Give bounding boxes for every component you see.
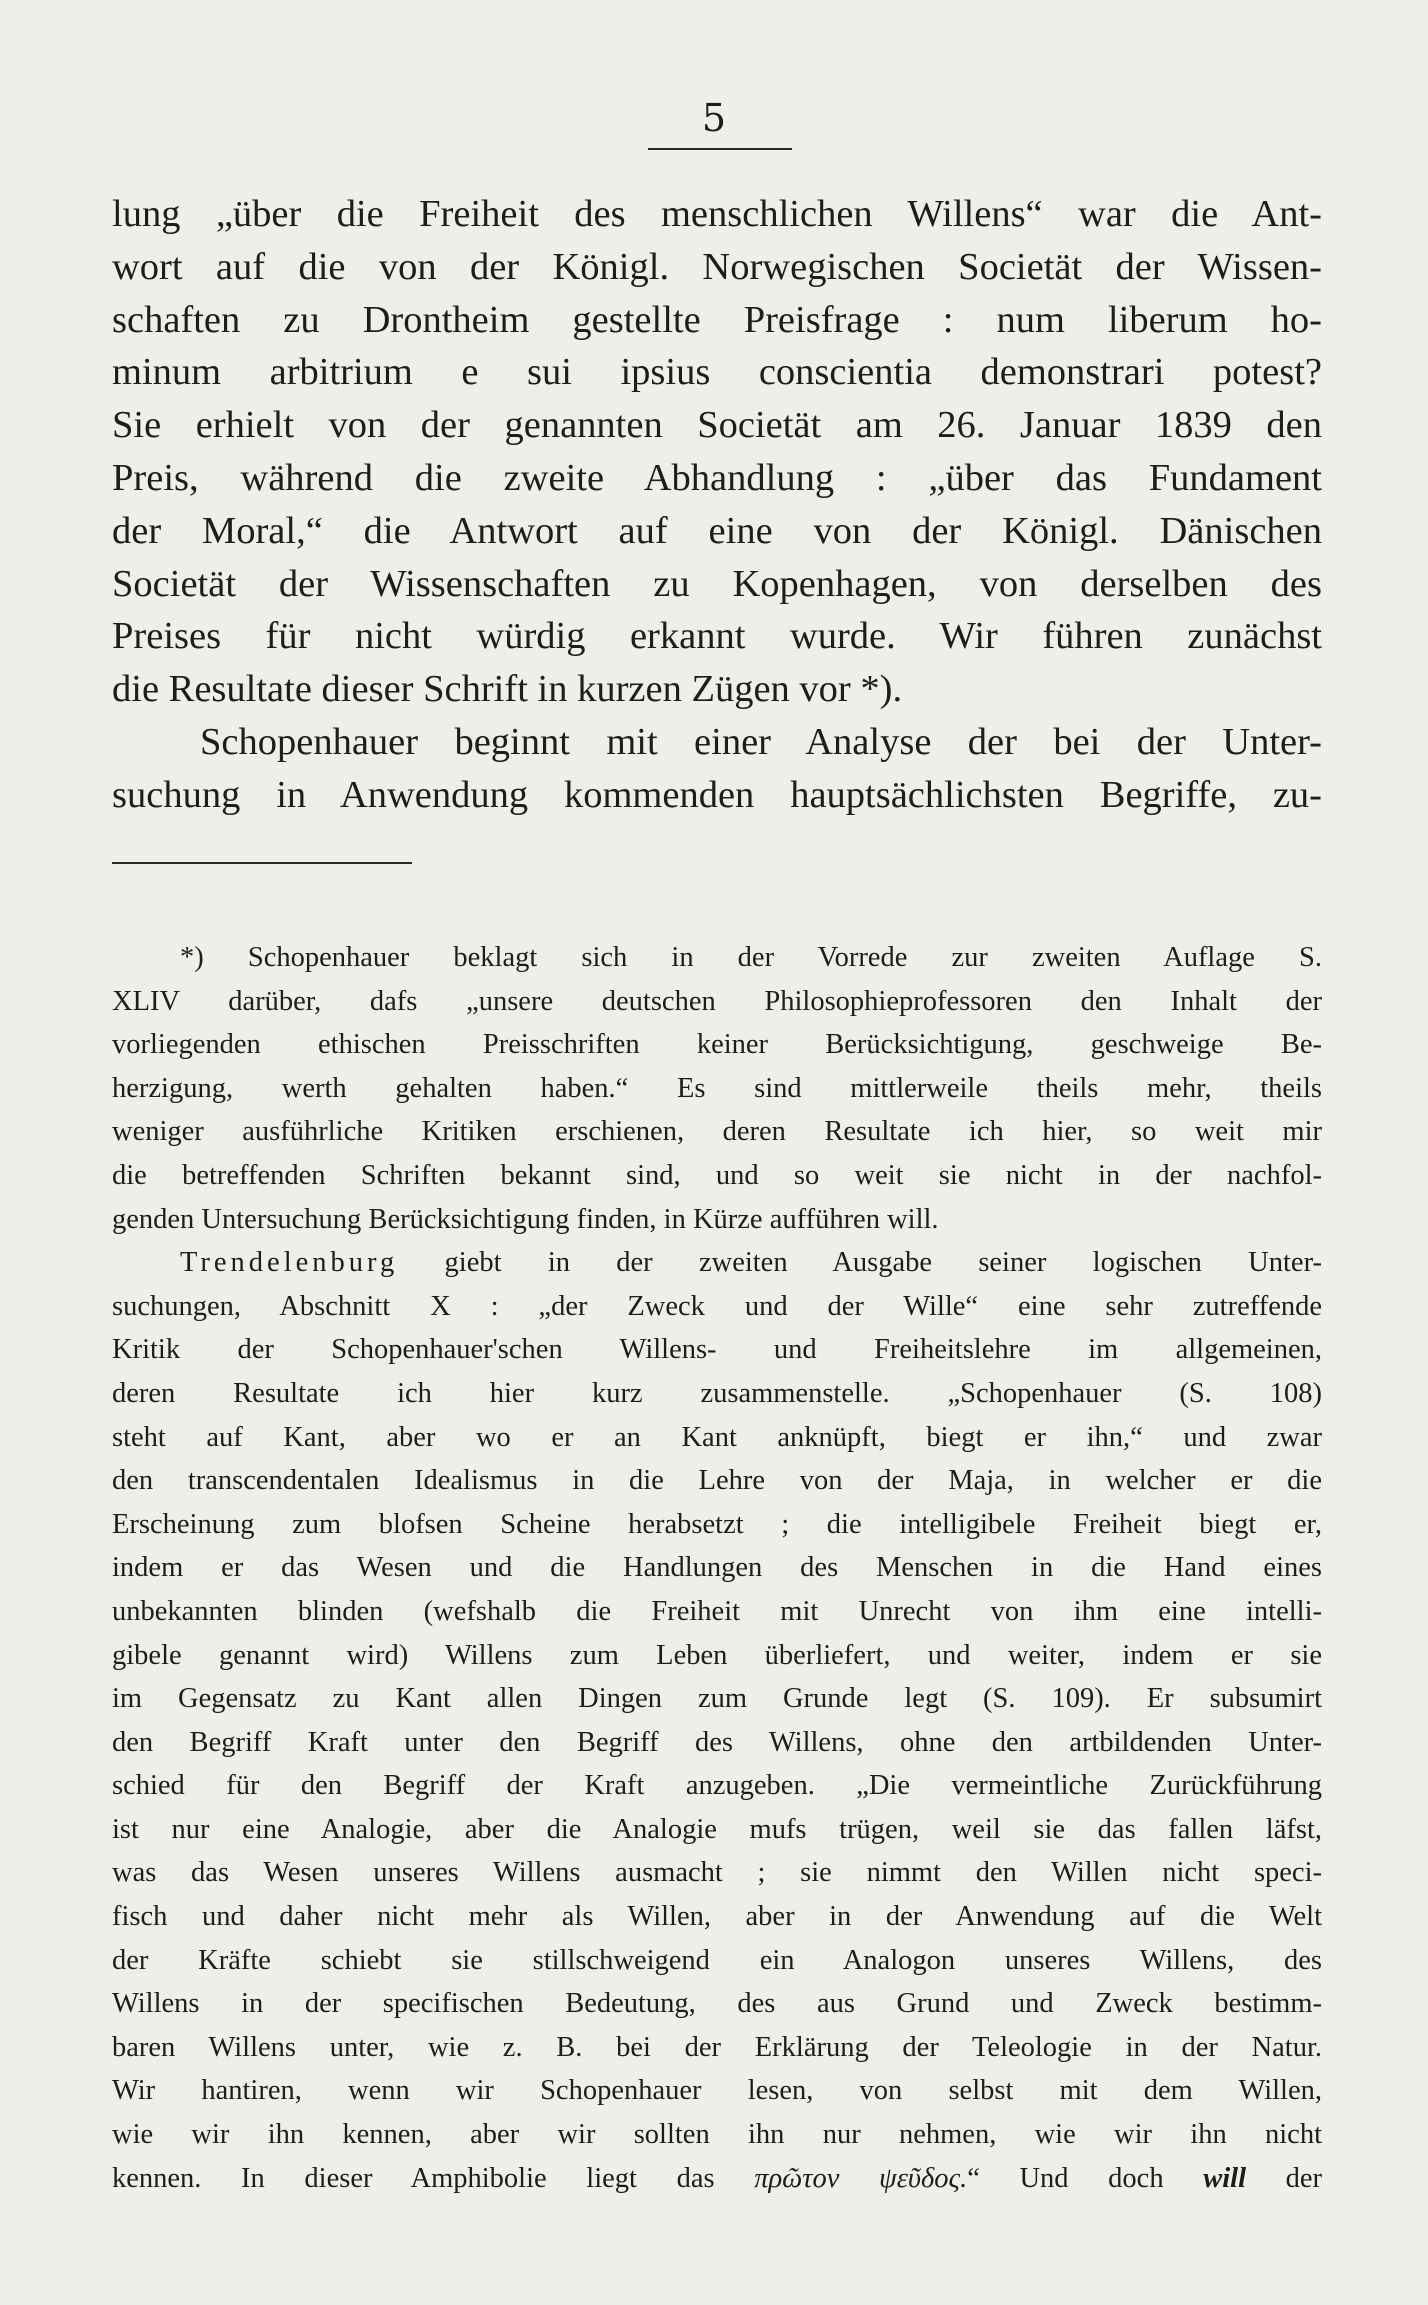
main-text-line: die Resultate dieser Schrift in kurzen Zügen vor *). xyxy=(112,668,903,711)
footnote-line: *) Schopenhauer beklagt sich in der Vorrede zur zweiten Auflage S. xyxy=(180,942,1322,973)
footnote-line xyxy=(112,1241,1322,1285)
footnote-line: gibele genannt wird) Willens zum Leben überliefert, und weiter, indem er sie xyxy=(112,1639,1322,1671)
footnote-line: was das Wesen unseres Willens ausmacht ; sie nimmt den Willen nicht speci- xyxy=(112,1857,1322,1889)
main-text-line: der Moral,“ die Antwort auf eine von der Königl. Dänischen xyxy=(112,509,1322,552)
emphasized-word: will xyxy=(1203,2162,1246,2194)
page-number: 5 xyxy=(701,96,727,140)
main-text-line: Preis, während die zweite Abhandlung : „über das Fundament xyxy=(112,456,1322,499)
main-text-line: schaften zu Drontheim gestellte Preisfrage : num liberum ho- xyxy=(112,298,1322,341)
footnote-line: die betreffenden Schriften bekannt sind, und so weit sie nicht in der nachfol- xyxy=(112,1159,1322,1191)
footnote-line-mid: “ Und doch xyxy=(967,2162,1204,2194)
footnote-line: deren Resultate ich hier kurz zusammenstelle. „Schopenhauer (S. 108) xyxy=(112,1377,1322,1409)
main-text-line: Sie erhielt von der genannten Societät am 26. Januar 1839 den xyxy=(112,404,1322,447)
footnote-line: genden Untersuchung Berücksichtigung finden, in Kürze aufführen will. xyxy=(112,1203,939,1235)
footnote-line: indem er das Wesen und die Handlungen des Menschen in die Hand eines xyxy=(112,1552,1322,1584)
main-text-body xyxy=(112,188,1322,822)
greek-phrase: πρῶτον ψεῦδος. xyxy=(754,2162,968,2194)
footnote-line: den transcendentalen Idealismus in die Lehre von der Maja, in welcher er die xyxy=(112,1465,1322,1497)
main-text-line: suchung in Anwendung kommenden hauptsächlichsten Begriffe, zu- xyxy=(112,773,1322,816)
footnote-line-end: der xyxy=(1245,2162,1322,2194)
header-rule xyxy=(648,148,792,150)
footnote-line: XLIV darüber, dafs „unsere deutschen Philosophieprofessoren den Inhalt der xyxy=(112,985,1322,1017)
footnote-line: ist nur eine Analogie, aber die Analogie mufs trügen, weil sie das fallen läfst, xyxy=(112,1813,1322,1845)
main-text-line: minum arbitrium e sui ipsius conscientia demonstrari potest? xyxy=(112,351,1322,394)
footnote-line: der Kräfte schiebt sie stillschweigend ein Analogon unseres Willens, des xyxy=(112,1944,1322,1976)
main-text-line: Preises für nicht würdig erkannt wurde. Wir führen zunächst xyxy=(112,615,1322,658)
main-text-line: wort auf die von der Königl. Norwegischen Societät der Wissen- xyxy=(112,245,1322,288)
footnote-line xyxy=(112,2157,1322,2201)
main-text-line: Schopenhauer beginnt mit einer Analyse der bei der Unter- xyxy=(200,720,1322,763)
author-name-trendelenburg: Trendelenburg xyxy=(180,1247,399,1279)
footnote-line: weniger ausführliche Kritiken erschienen, deren Resultate ich hier, so weit mir xyxy=(112,1116,1322,1148)
footnote-line: suchungen, Abschnitt X : „der Zweck und der Wille“ eine sehr zutreffende xyxy=(112,1290,1322,1322)
footnote-line: schied für den Begriff der Kraft anzugeben. „Die vermeintliche Zurückführung xyxy=(112,1770,1322,1802)
footnote-line: vorliegenden ethischen Preisschriften keiner Berücksichtigung, geschweige Be- xyxy=(112,1029,1322,1061)
footnote-line: wie wir ihn kennen, aber wir sollten ihn nur nehmen, wie wir ihn nicht xyxy=(112,2119,1322,2151)
main-text-line: lung „über die Freiheit des menschlichen Willens“ war die Ant- xyxy=(112,193,1322,235)
footnote-line-start: kennen. In dieser Amphibolie liegt das xyxy=(112,2162,755,2194)
footnote-line: fisch und daher nicht mehr als Willen, aber in der Anwendung auf die Welt xyxy=(112,1901,1322,1933)
footnote-line: unbekannten blinden (wefshalb die Freiheit mit Unrecht von ihm eine intelli- xyxy=(112,1595,1322,1627)
footnote xyxy=(112,936,1322,2200)
footnote-line: herzigung, werth gehalten haben.“ Es sind mittlerweile theils mehr, theils xyxy=(112,1072,1322,1104)
footnote-line: Wir hantiren, wenn wir Schopenhauer lesen, von selbst mit dem Willen, xyxy=(112,2075,1322,2107)
main-text-line: Societät der Wissenschaften zu Kopenhagen, von derselben des xyxy=(112,562,1322,605)
footnote-line: Kritik der Schopenhauer'schen Willens- und Freiheitslehre im allgemeinen, xyxy=(112,1334,1322,1366)
footnote-line: Erscheinung zum blofsen Scheine herabsetzt ; die intelligibele Freiheit biegt er, xyxy=(112,1508,1322,1540)
footnote-line: steht auf Kant, aber wo er an Kant anknüpft, biegt er ihn,“ und zwar xyxy=(112,1421,1322,1453)
footnote-line: im Gegensatz zu Kant allen Dingen zum Grunde legt (S. 109). Er subsumirt xyxy=(112,1683,1322,1715)
footnote-line: den Begriff Kraft unter den Begriff des Willens, ohne den artbildenden Unter- xyxy=(112,1726,1322,1758)
footnote-line: Willens in der specifischen Bedeutung, des aus Grund und Zweck bestimm- xyxy=(112,1988,1322,2020)
footnote-line: baren Willens unter, wie z. B. bei der Erklärung der Teleologie in der Natur. xyxy=(112,2031,1322,2063)
footnote-rule xyxy=(112,862,412,864)
footnote-line-rest: giebt in der zweiten Ausgabe seiner logischen Unter- xyxy=(398,1247,1322,1279)
